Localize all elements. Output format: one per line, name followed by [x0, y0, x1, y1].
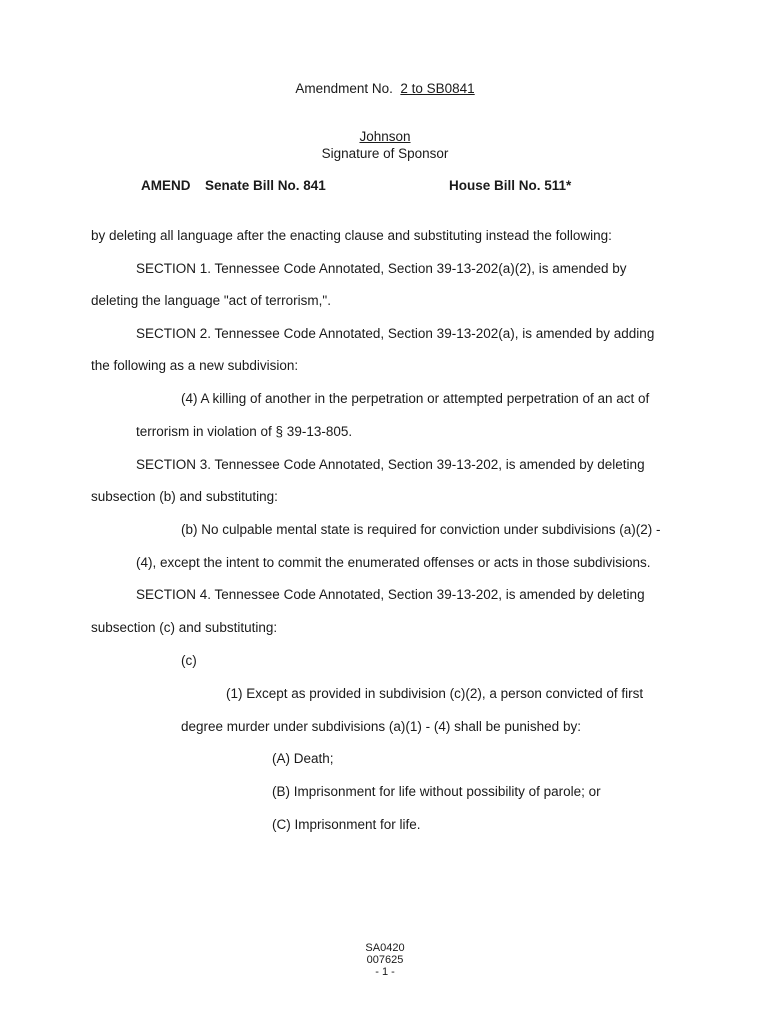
punishment-c: (C) Imprisonment for life. — [272, 817, 421, 832]
section-4-line-1: SECTION 4. Tennessee Code Annotated, Section 39-13-202, is amended by deleting — [136, 587, 645, 602]
sponsor-caption: Signature of Sponsor — [321, 146, 449, 161]
section-2-line-1: SECTION 2. Tennessee Code Annotated, Section 39-13-202(a), is amended by adding — [136, 326, 655, 341]
section-4-line-2: subsection (c) and substituting: — [91, 620, 278, 635]
section-3-quote-line-2: (4), except the intent to commit the enumerated offenses or acts in those subdivisions. — [136, 555, 651, 570]
footer-code-1: SA0420 — [365, 942, 405, 954]
subdivision-c1-line-2: degree murder under subdivisions (a)(1) - (4) shall be punished by: — [181, 719, 581, 734]
amendment-title — [0, 81, 770, 97]
amendment-prefix: Amendment No. — [295, 81, 393, 96]
subsection-c-label: (c) — [181, 653, 197, 668]
punishment-a: (A) Death; — [272, 751, 334, 766]
punishment-b: (B) Imprisonment for life without possibility of parole; or — [272, 784, 601, 799]
section-3-quote-line-1: (b) No culpable mental state is required for conviction under subdivisions (a)(2) - — [181, 522, 661, 537]
page-number: - 1 - — [375, 966, 395, 978]
amend-label: AMEND — [141, 178, 191, 193]
section-2-quote-line-2: terrorism in violation of § 39-13-805. — [136, 424, 353, 439]
section-1-line-2: deleting the language "act of terrorism,". — [91, 293, 331, 308]
house-bill-number: House Bill No. 511* — [449, 178, 572, 193]
amendment-number: 2 to SB0841 — [400, 81, 475, 96]
subdivision-c1-line-1: (1) Except as provided in subdivision (c)(2), a person convicted of first — [226, 686, 644, 701]
section-1-line-1: SECTION 1. Tennessee Code Annotated, Section 39-13-202(a)(2), is amended by — [136, 261, 627, 276]
footer-code-2: 007625 — [366, 954, 404, 966]
section-3-line-1: SECTION 3. Tennessee Code Annotated, Section 39-13-202, is amended by deleting — [136, 457, 645, 472]
section-2-quote-line-1: (4) A killing of another in the perpetration or attempted perpetration of an act of — [181, 391, 650, 406]
intro-paragraph: by deleting all language after the enacting clause and substituting instead the following: — [91, 228, 612, 243]
section-2-line-2: the following as a new subdivision: — [91, 358, 299, 373]
section-3-line-2: subsection (b) and substituting: — [91, 489, 278, 504]
senate-bill-number: Senate Bill No. 841 — [205, 178, 326, 193]
sponsor-name: Johnson — [359, 129, 411, 144]
